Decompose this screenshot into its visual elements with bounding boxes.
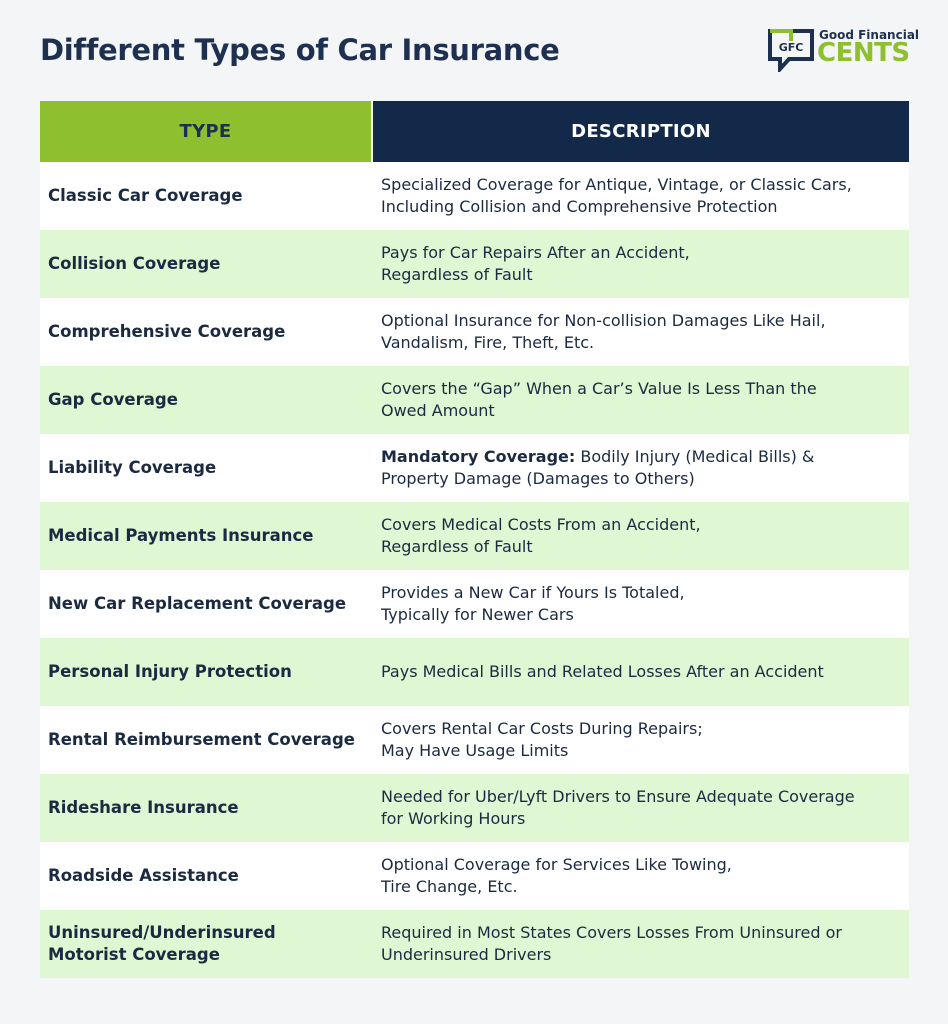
cell-type (40, 434, 371, 502)
column-header-type: TYPE (40, 101, 371, 162)
cell-description-wrap (381, 582, 685, 626)
cell-type-text: Rideshare Insurance (48, 798, 239, 817)
cell-description-wrap (381, 718, 703, 762)
cell-type-text: Liability Coverage (48, 458, 217, 477)
table-row (40, 230, 909, 298)
table-row (40, 842, 909, 910)
table-row (40, 366, 909, 434)
cell-description-wrap (381, 514, 701, 558)
description-text: Covers the “Gap” When a Car’s Value Is Less Than the Owed Amount (381, 379, 817, 420)
logo-line-1: Good Financial (819, 28, 920, 42)
description-text: Provides a New Car if Yours Is Totaled, Typically for Newer Cars (381, 583, 685, 624)
cell-type (40, 570, 371, 638)
table-row (40, 434, 909, 502)
cell-description-wrap (381, 922, 842, 966)
table-body (40, 162, 909, 978)
cell-type-text: Personal Injury Protection (48, 662, 292, 681)
cell-type (40, 842, 371, 910)
cell-description-wrap (381, 786, 855, 830)
description-text: Covers Medical Costs From an Accident, Regardless of Fault (381, 515, 701, 556)
cell-description-wrap (381, 242, 690, 286)
cell-description (373, 366, 909, 434)
table-row (40, 638, 909, 706)
description-text: Needed for Uber/Lyft Drivers to Ensure Adequate Coverage for Working Hours (381, 787, 855, 828)
logo-mark-text: GFC (778, 41, 804, 54)
table-row (40, 502, 909, 570)
cell-description-wrap (381, 854, 732, 898)
cell-description (373, 230, 909, 298)
cell-type (40, 298, 371, 366)
cell-description (373, 570, 909, 638)
description-text: Specialized Coverage for Antique, Vintage, or Classic Cars, Including Collision and Comprehensive Protection (381, 175, 852, 216)
cell-description (373, 842, 909, 910)
table-row (40, 162, 909, 230)
cell-description (373, 910, 909, 978)
table-row (40, 298, 909, 366)
cell-type (40, 502, 371, 570)
cell-type-text: Classic Car Coverage (48, 186, 243, 205)
cell-type (40, 162, 371, 230)
cell-type-text: Uninsured/Underinsured Motorist Coverage (48, 923, 276, 964)
cell-type-text: Roadside Assistance (48, 866, 239, 885)
description-text: Optional Coverage for Services Like Towing, Tire Change, Etc. (381, 855, 732, 896)
cell-type-text: Rental Reimbursement Coverage (48, 730, 355, 749)
table-row (40, 706, 909, 774)
cell-description (373, 434, 909, 502)
table-header-row (40, 101, 909, 162)
cell-type-text: Medical Payments Insurance (48, 526, 314, 545)
cell-type (40, 910, 371, 978)
cell-description (373, 774, 909, 842)
cell-type (40, 774, 371, 842)
cell-type-text: Gap Coverage (48, 390, 178, 409)
cell-type-text: Comprehensive Coverage (48, 322, 286, 341)
cell-description (373, 638, 909, 706)
description-text: Optional Insurance for Non-collision Damages Like Hail, Vandalism, Fire, Theft, Etc. (381, 311, 826, 352)
cell-description-wrap (381, 174, 852, 218)
cell-type (40, 366, 371, 434)
logo-line-2: CENTS (817, 38, 910, 68)
cell-type (40, 638, 371, 706)
page-title: Different Types of Car Insurance (40, 33, 560, 67)
description-lead: Mandatory Coverage: (381, 447, 576, 466)
cell-description (373, 706, 909, 774)
description-text: Covers Rental Car Costs During Repairs; May Have Usage Limits (381, 719, 703, 760)
insurance-types-table (40, 101, 909, 978)
description-text: Pays Medical Bills and Related Losses After an Accident (381, 662, 824, 681)
cell-description (373, 502, 909, 570)
description-text: Pays for Car Repairs After an Accident, Regardless of Fault (381, 243, 690, 284)
cell-description-wrap (381, 661, 824, 683)
cell-type (40, 706, 371, 774)
cell-description (373, 298, 909, 366)
cell-description (373, 162, 909, 230)
cell-type-text: New Car Replacement Coverage (48, 594, 347, 613)
cell-description-wrap (381, 310, 826, 354)
gfc-logo-icon (767, 28, 815, 72)
description-text: Bodily Injury (Medical Bills) & Property Damage (Damages to Others) (381, 447, 815, 488)
table-row (40, 910, 909, 978)
table-row (40, 774, 909, 842)
cell-description-wrap (381, 378, 817, 422)
cell-type-text: Collision Coverage (48, 254, 221, 273)
cell-type (40, 230, 371, 298)
brand-logo (767, 28, 920, 72)
column-header-description: DESCRIPTION (373, 101, 909, 162)
table-row (40, 570, 909, 638)
description-text: Required in Most States Covers Losses From Uninsured or Underinsured Drivers (381, 923, 842, 964)
cell-description-wrap (381, 446, 814, 490)
